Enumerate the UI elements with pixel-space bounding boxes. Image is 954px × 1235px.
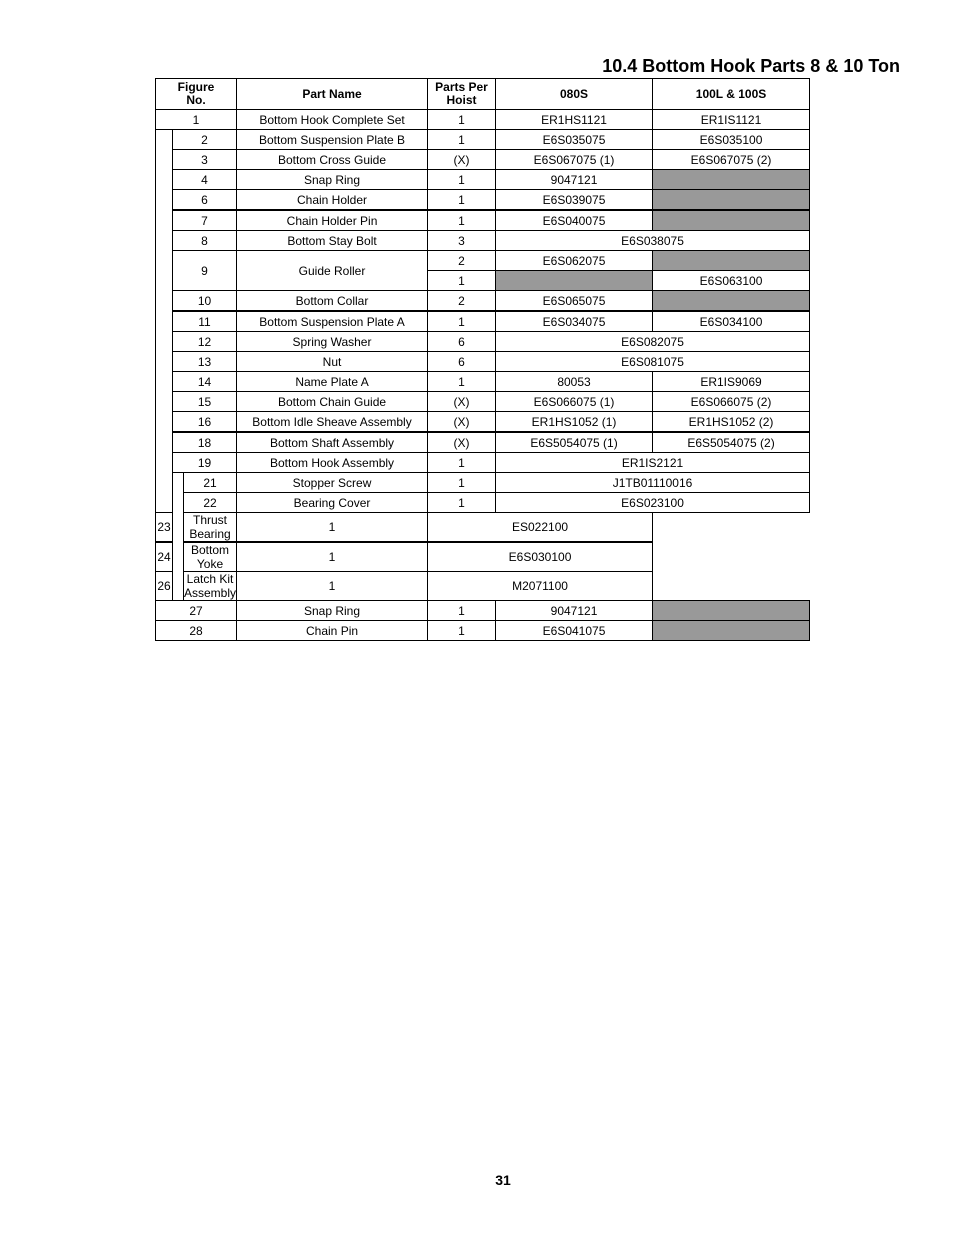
part-no-080s: E6S041075 — [496, 621, 653, 641]
parts-per-hoist: 1 — [428, 493, 496, 513]
part-name: Chain Holder Pin — [237, 210, 428, 231]
parts-per-hoist: 1 — [428, 130, 496, 150]
figure-no: 10 — [173, 291, 237, 312]
figure-no: 11 — [173, 311, 237, 332]
part-name: Bottom Collar — [237, 291, 428, 312]
table-row — [156, 251, 810, 271]
header-080s: 080S — [496, 79, 653, 110]
figure-no: 7 — [173, 210, 237, 231]
part-no-100: E6S066075 (2) — [653, 392, 810, 412]
part-no-080s: E6S039075 — [496, 190, 653, 211]
parts-per-hoist: (X) — [428, 432, 496, 453]
part-name: Bearing Cover — [237, 493, 428, 513]
part-name: Snap Ring — [237, 170, 428, 190]
part-no-100: ER1IS9069 — [653, 372, 810, 392]
part-no-080s: ER1HS1121 — [496, 110, 653, 130]
part-no-080s: E6S062075 — [496, 251, 653, 271]
part-name: Bottom Hook Assembly — [237, 453, 428, 473]
part-no-080s: 80053 — [496, 372, 653, 392]
parts-per-hoist: 3 — [428, 231, 496, 251]
parts-per-hoist: 1 — [428, 621, 496, 641]
part-name: Bottom Suspension Plate B — [237, 130, 428, 150]
part-no-080s: 9047121 — [496, 601, 653, 621]
figure-no: 14 — [173, 372, 237, 392]
part-name: Bottom Shaft Assembly — [237, 432, 428, 453]
table-row — [156, 130, 810, 150]
table-row — [156, 170, 810, 190]
figure-no: 22 — [184, 493, 237, 513]
table-row — [156, 231, 810, 251]
part-no-100: E6S035100 — [653, 130, 810, 150]
part-name: Bottom Cross Guide — [237, 150, 428, 170]
table-row — [156, 493, 810, 513]
part-name: Bottom Idle Sheave Assembly — [237, 412, 428, 433]
figure-no: 15 — [173, 392, 237, 412]
table-row — [156, 352, 810, 372]
indent-spacer — [173, 473, 184, 601]
parts-per-hoist: 1 — [428, 372, 496, 392]
part-no-080s: E6S040075 — [496, 210, 653, 231]
figure-no: 12 — [173, 332, 237, 352]
part-name: Bottom Suspension Plate A — [237, 311, 428, 332]
table-row — [156, 513, 810, 543]
part-no-all-models: ES022100 — [428, 513, 653, 543]
figure-no: 23 — [156, 513, 173, 543]
parts-per-hoist: (X) — [428, 412, 496, 433]
table-row — [156, 542, 810, 572]
part-name: Name Plate A — [237, 372, 428, 392]
figure-no: 3 — [173, 150, 237, 170]
not-applicable-cell — [653, 190, 810, 211]
parts-per-hoist: 1 — [237, 542, 428, 572]
figure-no: 28 — [156, 621, 237, 641]
parts-per-hoist: 1 — [428, 601, 496, 621]
parts-per-hoist: 6 — [428, 332, 496, 352]
part-no-080s: E6S066075 (1) — [496, 392, 653, 412]
part-no-080s: E6S067075 (1) — [496, 150, 653, 170]
parts-per-hoist: 1 — [428, 110, 496, 130]
part-name: Nut — [237, 352, 428, 372]
part-no-all-models: J1TB01110016 — [496, 473, 810, 493]
part-no-100: E6S067075 (2) — [653, 150, 810, 170]
parts-per-hoist: 1 — [428, 170, 496, 190]
parts-per-hoist: 1 — [237, 513, 428, 543]
figure-no: 24 — [156, 542, 173, 572]
part-name: Guide Roller — [237, 251, 428, 291]
table-row — [156, 572, 810, 601]
section-title: 10.4 Bottom Hook Parts 8 & 10 Ton — [602, 56, 900, 76]
part-no-100: E6S034100 — [653, 311, 810, 332]
table-row — [156, 621, 810, 641]
table-row — [156, 372, 810, 392]
table-row — [156, 110, 810, 130]
not-applicable-cell — [653, 251, 810, 271]
figure-no: 13 — [173, 352, 237, 372]
table-row — [156, 332, 810, 352]
parts-per-hoist: (X) — [428, 392, 496, 412]
figure-no: 18 — [173, 432, 237, 453]
part-no-100: ER1HS1052 (2) — [653, 412, 810, 433]
part-no-100: ER1IS1121 — [653, 110, 810, 130]
table-row — [156, 432, 810, 453]
parts-per-hoist: 1 — [428, 190, 496, 211]
part-no-all-models: E6S081075 — [496, 352, 810, 372]
part-no-080s: E6S035075 — [496, 130, 653, 150]
header-figure-no: Figure No. — [156, 79, 237, 110]
part-no-all-models: E6S038075 — [496, 231, 810, 251]
part-no-080s: ER1HS1052 (1) — [496, 412, 653, 433]
not-applicable-cell — [653, 210, 810, 231]
parts-per-hoist: 1 — [428, 473, 496, 493]
part-name: Bottom Chain Guide — [237, 392, 428, 412]
table-row — [156, 392, 810, 412]
not-applicable-cell — [653, 291, 810, 312]
part-name: Thrust Bearing — [184, 513, 237, 543]
figure-no: 19 — [173, 453, 237, 473]
part-no-080s: E6S5054075 (1) — [496, 432, 653, 453]
header-parts-per-hoist: Parts Per Hoist — [428, 79, 496, 110]
table-header-row — [156, 79, 810, 110]
figure-no: 4 — [173, 170, 237, 190]
figure-no: 9 — [173, 251, 237, 291]
figure-no: 1 — [156, 110, 237, 130]
part-name: Snap Ring — [237, 601, 428, 621]
figure-no: 8 — [173, 231, 237, 251]
table-row — [156, 412, 810, 433]
figure-no: 21 — [184, 473, 237, 493]
table-row — [156, 210, 810, 231]
table-row — [156, 190, 810, 211]
part-no-100: E6S063100 — [653, 271, 810, 291]
part-no-080s: 9047121 — [496, 170, 653, 190]
part-name: Chain Holder — [237, 190, 428, 211]
not-applicable-cell — [653, 621, 810, 641]
figure-no: 26 — [156, 572, 173, 601]
part-no-all-models: E6S030100 — [428, 542, 653, 572]
page-number: 31 — [495, 1172, 511, 1188]
parts-per-hoist: 1 — [428, 453, 496, 473]
part-no-all-models: ER1IS2121 — [496, 453, 810, 473]
part-name: Latch Kit Assembly — [184, 572, 237, 600]
figure-no: 6 — [173, 190, 237, 211]
parts-per-hoist: 1 — [428, 210, 496, 231]
part-name: Bottom Hook Complete Set — [237, 110, 428, 130]
header-100l-100s: 100L & 100S — [653, 79, 810, 110]
table-row — [156, 311, 810, 332]
indent-spacer — [156, 130, 173, 513]
parts-per-hoist: 2 — [428, 291, 496, 312]
table-row — [156, 291, 810, 312]
not-applicable-cell — [653, 170, 810, 190]
part-name: Chain Pin — [237, 621, 428, 641]
header-part-name: Part Name — [237, 79, 428, 110]
parts-per-hoist: 1 — [428, 311, 496, 332]
table-row — [156, 473, 810, 493]
part-no-100: E6S5054075 (2) — [653, 432, 810, 453]
part-no-all-models: E6S082075 — [496, 332, 810, 352]
figure-no: 16 — [173, 412, 237, 433]
table-row — [156, 150, 810, 170]
not-applicable-cell — [496, 271, 653, 291]
table-row — [156, 453, 810, 473]
part-name: Bottom Yoke — [184, 542, 237, 572]
not-applicable-cell — [653, 601, 810, 621]
figure-no: 2 — [173, 130, 237, 150]
part-no-all-models: M2071100 — [428, 572, 653, 601]
table-row — [156, 601, 810, 621]
parts-per-hoist: 6 — [428, 352, 496, 372]
part-no-all-models: E6S023100 — [496, 493, 810, 513]
part-name: Bottom Stay Bolt — [237, 231, 428, 251]
parts-per-hoist: 1 — [428, 271, 496, 291]
parts-per-hoist: (X) — [428, 150, 496, 170]
part-name: Stopper Screw — [237, 473, 428, 493]
figure-no: 27 — [156, 601, 237, 621]
part-no-080s: E6S034075 — [496, 311, 653, 332]
part-name: Spring Washer — [237, 332, 428, 352]
part-no-080s: E6S065075 — [496, 291, 653, 312]
parts-per-hoist: 1 — [237, 572, 428, 601]
parts-table — [155, 78, 810, 641]
parts-per-hoist: 2 — [428, 251, 496, 271]
